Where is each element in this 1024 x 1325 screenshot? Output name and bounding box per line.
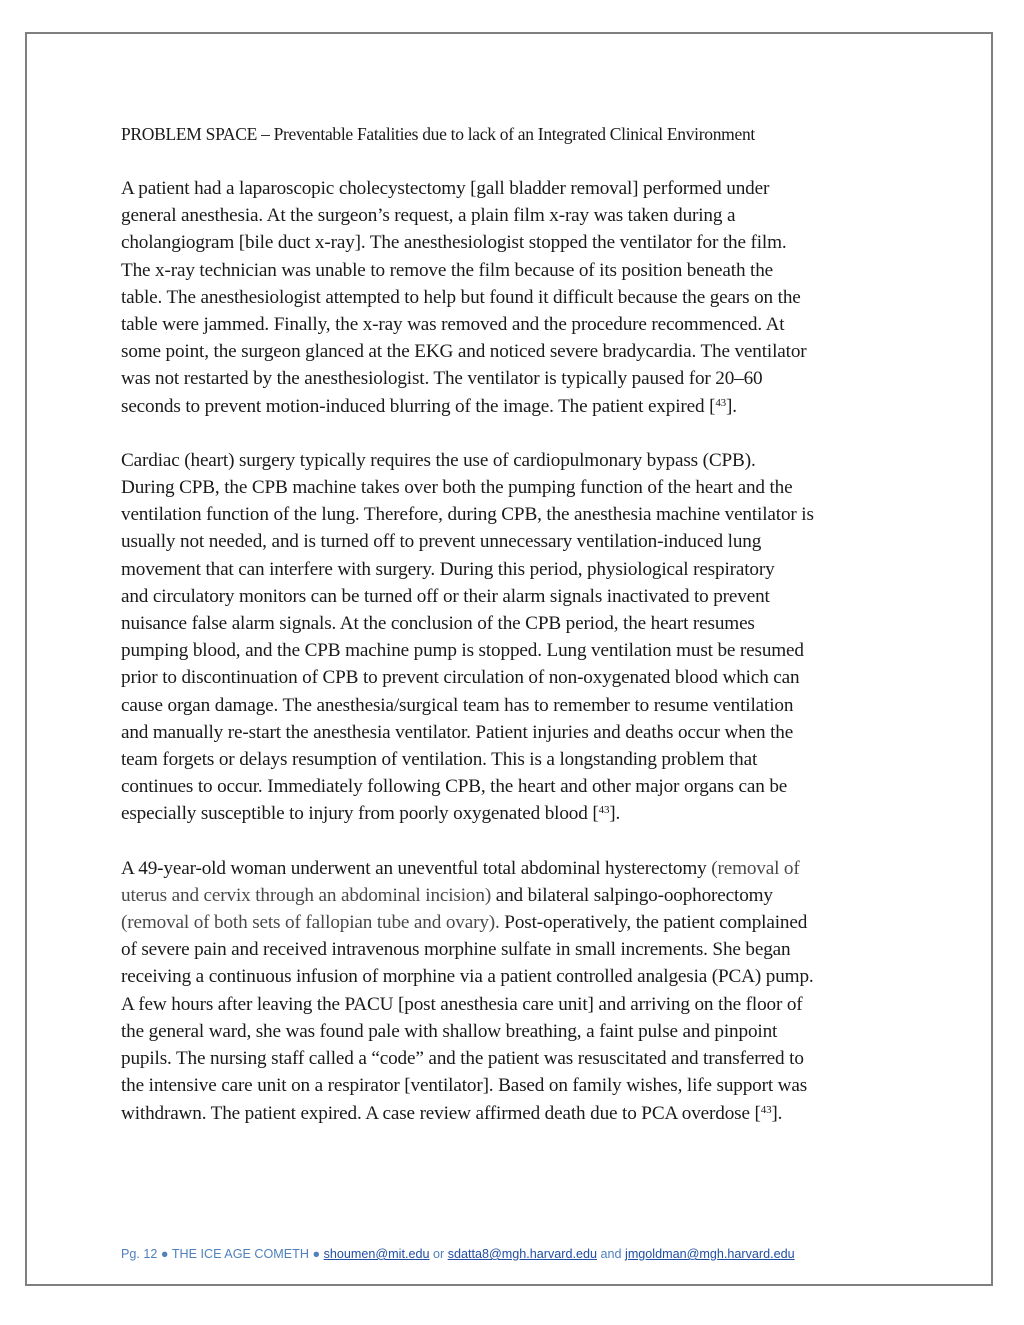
text-line: movement that can interfere with surgery. During this period, physiological respiratory [121, 558, 775, 580]
document-title: THE ICE AGE COMETH [171, 1247, 309, 1261]
text-line-last [121, 393, 911, 420]
text-line: A patient had a laparoscopic cholecystectomy [gall bladder removal] performed under [121, 178, 770, 199]
citation-reference[interactable]: 43 [715, 396, 727, 409]
text-line: During CPB, the CPB machine takes over both the pumping function of the heart and the [121, 477, 793, 499]
text-line: prior to discontinuation of CPB to prevent circulation of non-oxygenated blood which can [121, 667, 800, 689]
text-line: of severe pain and received intravenous morphine sulfate in small increments. She began [121, 939, 791, 961]
page-footer [121, 1247, 901, 1261]
bullet-icon: ● [160, 1247, 169, 1261]
text-line: was not restarted by the anesthesiologist. The ventilator is typically paused for 20–60 [121, 368, 763, 390]
text-segment: Post-operatively, the patient complained [499, 912, 808, 934]
paragraph-cpb-ventilation [121, 447, 911, 828]
text-segment: A 49-year-old woman underwent an uneventful total abdominal hysterectomy [121, 857, 712, 879]
text-line: The x-ray technician was unable to remove the film because of its position beneath the [121, 259, 774, 281]
text-line: cholangiogram [bile duct x-ray]. The anesthesiologist stopped the ventilator for the film. [121, 232, 787, 254]
text-segment: ]. [726, 395, 737, 417]
email-link-shoumen[interactable]: shoumen@mit.edu [323, 1247, 430, 1261]
paragraph-cholecystectomy-case [121, 175, 911, 420]
gloss-text: (removal of [711, 857, 800, 879]
email-link-jmgoldman[interactable]: jmgoldman@mgh.harvard.edu [625, 1247, 795, 1261]
text-line: general anesthesia. At the surgeon’s request, a plain film x-ray was taken during a [121, 205, 736, 227]
paragraph-pca-overdose-case [121, 855, 911, 1127]
email-link-sdatta[interactable]: sdatta8@mgh.harvard.edu [447, 1247, 597, 1261]
text-line: pupils. The nursing staff called a “code” and the patient was resuscitated and transferred to [121, 1048, 804, 1070]
text-line: the general ward, she was found pale with shallow breathing, a faint pulse and pinpoint [121, 1020, 778, 1042]
gloss-text: uterus and cervix through an abdominal incision) [121, 884, 492, 906]
text-line: some point, the surgeon glanced at the EKG and noticed severe bradycardia. The ventilator [121, 341, 807, 363]
text-line: table were jammed. Finally, the x-ray was removed and the procedure recommenced. At [121, 314, 785, 336]
text-line: team forgets or delays resumption of ventilation. This is a longstanding problem that [121, 749, 758, 771]
text-line: cause organ damage. The anesthesia/surgical team has to remember to resume ventilation [121, 694, 794, 716]
text-segment: withdrawn. The patient expired. A case review affirmed death due to PCA overdose [ [121, 1102, 761, 1124]
citation-reference[interactable]: 43 [760, 1103, 772, 1116]
text-line [121, 909, 911, 936]
document-body [121, 121, 911, 1154]
text-line: Cardiac (heart) surgery typically requires the use of cardiopulmonary bypass (CPB). [121, 449, 756, 471]
text-segment: ]. [609, 803, 621, 825]
text-line [121, 882, 911, 909]
text-segment: seconds to prevent motion-induced blurring of the image. The patient expired [ [121, 395, 716, 417]
text-line: usually not needed, and is turned off to prevent unnecessary ventilation-induced lung [121, 531, 762, 553]
text-line: pumping blood, and the CPB machine pump is stopped. Lung ventilation must be resumed [121, 640, 804, 662]
text-line: and manually re-start the anesthesia ventilator. Patient injuries and deaths occur when the [121, 721, 794, 743]
text-line: table. The anesthesiologist attempted to help but found it difficult because the gears on the [121, 286, 801, 308]
text-segment: especially susceptible to injury from poorly oxygenated blood [ [121, 803, 599, 825]
text-line: the intensive care unit on a respirator [ventilator]. Based on family wishes, life support was [121, 1075, 808, 1097]
text-line: continues to occur. Immediately following CPB, the heart and other major organs can be [121, 776, 788, 798]
text-line: A few hours after leaving the PACU [post anesthesia care unit] and arriving on the floor of [121, 993, 803, 1015]
page-number: Pg. 12 [121, 1247, 158, 1261]
text-line: and circulatory monitors can be turned off or their alarm signals inactivated to prevent [121, 585, 770, 607]
bullet-icon: ● [312, 1247, 321, 1261]
text-line [121, 855, 911, 882]
citation-reference[interactable]: 43 [598, 804, 610, 817]
text-line-last [121, 800, 911, 827]
gloss-text: (removal of both sets of fallopian tube and ovary). [121, 912, 500, 934]
text-line: receiving a continuous infusion of morphine via a patient controlled analgesia (PCA) pump. [121, 966, 814, 988]
text-segment: ]. [771, 1102, 783, 1124]
section-heading: PROBLEM SPACE – Preventable Fatalities due to lack of an Integrated Clinical Environment [121, 124, 755, 144]
text-line: nuisance false alarm signals. At the conclusion of the CPB period, the heart resumes [121, 613, 755, 635]
text-line-last [121, 1100, 911, 1127]
text-line: ventilation function of the lung. Therefore, during CPB, the anesthesia machine ventilator is [121, 504, 814, 526]
text-segment: and bilateral salpingo-oophorectomy [491, 884, 773, 906]
separator-text: and [600, 1247, 622, 1261]
separator-text: or [432, 1247, 445, 1261]
